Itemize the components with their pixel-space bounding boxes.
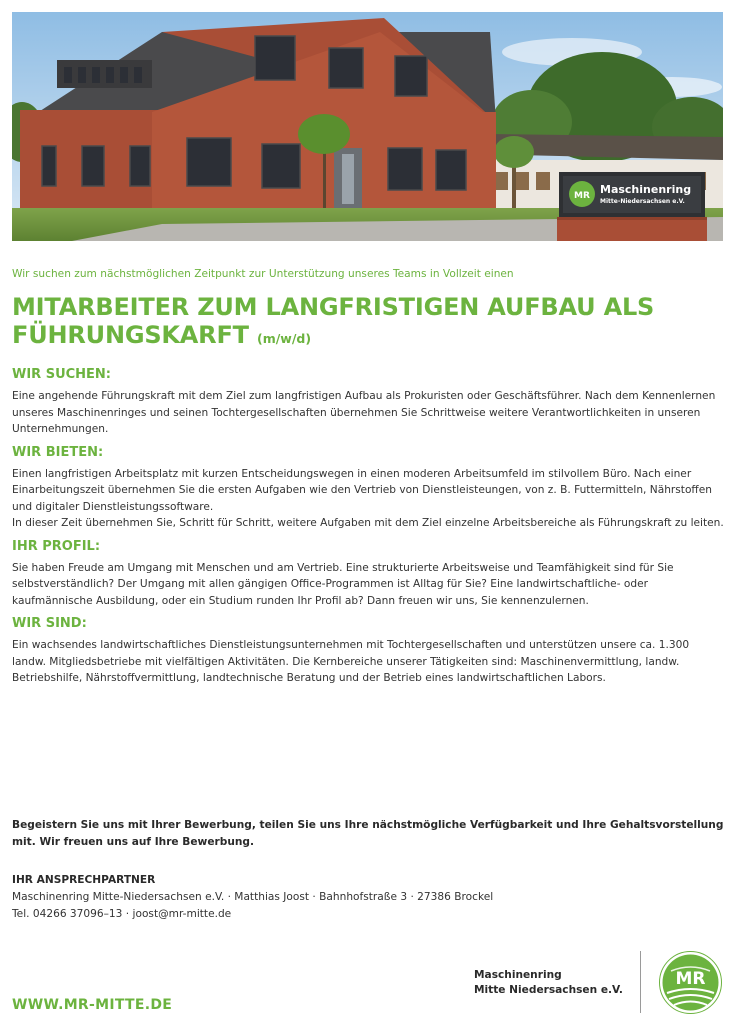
section-paragraph: Ein wachsendes landwirtschaftliches Dienstleistungsunternehmen mit Tochtergesellschaften und unterstützen unsere ca. 1.300 landw. Mitgliedsbetriebe mit vielfältigen Aktivitäten. Die Kernbereiche unserer Tätigkeiten sind: Maschinenvermittlung, landw. Betriebshilfe, Nährstoffvermittlung, landtechnische Beratung und der Betrieb eines landwirtschaftlichen Labors. bbox=[12, 639, 690, 684]
mr-logo-icon bbox=[659, 951, 722, 1014]
section-wir-bieten bbox=[12, 445, 724, 532]
section-title: WIR SIND: bbox=[12, 616, 87, 631]
footer-org-name bbox=[474, 968, 623, 998]
section-wir-sind bbox=[12, 616, 724, 687]
section-title: IHR PROFIL: bbox=[12, 538, 101, 554]
footer-org-line-1: Maschinenring bbox=[474, 969, 562, 981]
footer-divider bbox=[640, 951, 641, 1013]
footer-org-line-2: Mitte Niedersachsen e.V. bbox=[474, 984, 623, 996]
sign-line-1: Maschinenring bbox=[600, 183, 692, 196]
job-title-gender-suffix: (m/w/d) bbox=[256, 331, 312, 346]
footer-logo-text: MR bbox=[675, 969, 706, 989]
hero-photo bbox=[12, 12, 723, 241]
section-paragraph: Einen langfristigen Arbeitsplatz mit kurzen Entscheidungswegen in einen moderen Arbeitsumfeld im stilvollem Büro. Nach einer Einarbeitungszeit übernehmen Sie die ersten Aufgaben wie den Vertrieb von Dienstleisteungen, von z. B. Futtermitteln, Nährstoffen und digitaler Dienstleistungssoftware. bbox=[12, 467, 712, 513]
contact-phone-email[interactable]: Tel. 04266 37096–13 · joost@mr-mitte.de bbox=[12, 907, 232, 920]
contact-title: IHR ANSPRECHPARTNER bbox=[12, 874, 156, 886]
sign-line-2: Mitte-Niedersachsen e.V. bbox=[600, 198, 685, 205]
section-paragraph: Eine angehende Führungskraft mit dem Ziel zum langfristigen Aufbau als Prokuristen oder Geschäftsführer. Nach dem Kennenlernen unseres Maschinenringes und seinen Tochtergesellschaften übernehmen Sie Schrittweise weitere Verantwortlichkeiten in unseren Unternehmungen. bbox=[12, 390, 716, 435]
section-ihr-profil bbox=[12, 539, 724, 610]
section-title: WIR BIETEN: bbox=[12, 444, 104, 460]
section-title: WIR SUCHEN: bbox=[12, 367, 112, 382]
sign-logo-text: MR bbox=[574, 191, 590, 201]
website-link[interactable]: WWW.MR-MITTE.DE bbox=[12, 997, 173, 1013]
intro-text: Wir suchen zum nächstmöglichen Zeitpunkt zur Unterstützung unseres Teams in Vollzeit einen bbox=[12, 268, 514, 280]
contact-address: Maschinenring Mitte-Niedersachsen e.V. · Matthias Joost · Bahnhofstraße 3 · 27386 Brockel bbox=[12, 890, 494, 903]
job-title-line-2: FÜHRUNGSKARFT bbox=[12, 321, 249, 349]
job-posting-content bbox=[12, 266, 724, 687]
section-paragraph: In dieser Zeit übernehmen Sie, Schritt für Schritt, weitere Aufgaben mit dem Ziel einzelne Arbeitsbereiche als Führungskraft zu leiten. bbox=[12, 517, 724, 529]
job-title-line-1: MITARBEITER ZUM LANGFRISTIGEN AUFBAU ALS bbox=[12, 293, 655, 321]
job-title bbox=[12, 293, 724, 353]
closing-statement: Begeistern Sie uns mit Ihrer Bewerbung, teilen Sie uns Ihre nächstmögliche Verfügbarkeit und Ihre Gehaltsvorstellung mit. Wir freuen uns auf Ihre Bewerbung. bbox=[12, 819, 724, 848]
contact-block bbox=[12, 872, 612, 923]
section-wir-suchen bbox=[12, 367, 724, 438]
section-paragraph: Sie haben Freude am Umgang mit Menschen und am Vertrieb. Eine strukturierte Arbeitsweise und Teamfähigkeit sind für Sie selbstverständlich? Der Umgang mit allen gängigen Office-Programmen ist Alltag für Sie? Eine landwirtschaftliche- oder kaufmännische Ausbildung, oder ein Studium runden Ihr Profil ab? Dann freuen wir uns, Sie kennenzulernen. bbox=[12, 561, 674, 607]
